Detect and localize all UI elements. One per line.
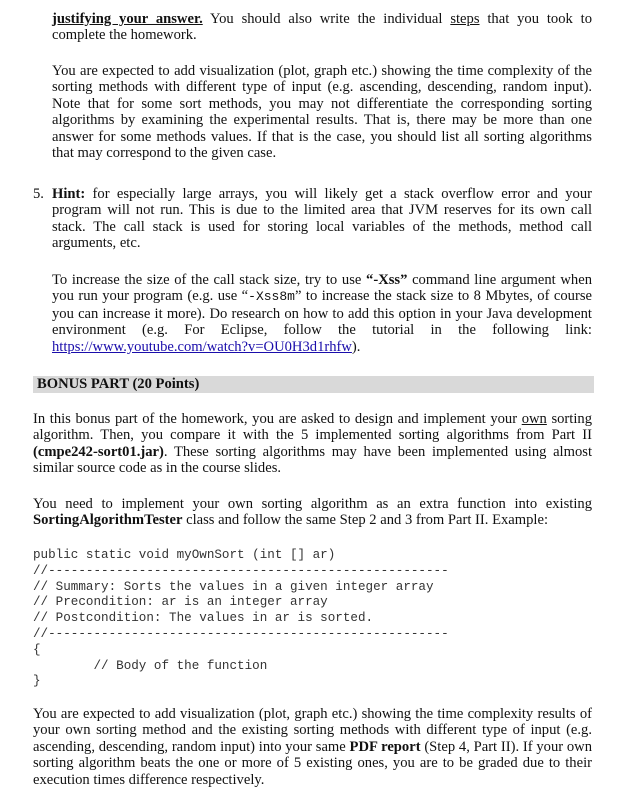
bonus-text3: . These sorting algorithms may have been implemented using almost similar source code as in the course slides. <box>33 443 592 477</box>
item-number-5: 5. <box>33 186 44 202</box>
xss-option: “-Xss” <box>366 272 408 288</box>
implement-text2: class and follow the same Step 2 and 3 from Part II. Example: <box>182 512 549 529</box>
hint-label: Hint: <box>52 186 86 202</box>
paragraph-justify <box>52 11 592 44</box>
code-line: // Body of the function <box>33 658 268 673</box>
code-line: // Precondition: ar is an integer array <box>33 595 328 610</box>
code-line: } <box>33 674 41 689</box>
bonus-text1: In this bonus part of the homework, you are asked to design and implement your <box>33 411 522 427</box>
pdf-report: PDF report <box>349 738 421 755</box>
implement-text1: You need to implement your own sorting algorithm as an extra function into existing <box>33 496 592 512</box>
paragraph-hint <box>52 186 592 252</box>
hint-text: for especially large arrays, you will likely get a stack overflow error and your program will not run. This is due to the limited area that JVM reserves for its own call stack. The call stack is used for storing local variables of the methods, method call arguments, etc. <box>52 186 592 252</box>
paragraph-visualization: You are expected to add visualization (plot, graph etc.) showing the time complexity of the sorting methods with different type of input (e.g. ascending, descending, random input). Note that for some sort methods, you may not differentiate the corresponding sorting algorithms by examining the experimental results. That is, there may be more than one answer for some methods values. If that is the case, you should list all sorting algorithms that may correspond to the given case. <box>52 63 592 162</box>
paragraph-stack-size <box>52 272 592 355</box>
final-text1: You are expected to add visualization (plot, graph etc.) showing the time complexity results of your own sorting method and the existing sorting methods with different type of input (e.g. ascending, descending, random input) into your same <box>33 706 592 755</box>
code-line: // Summary: Sorts the values in a given integer array <box>33 579 434 594</box>
stack-text1: To increase the size of the call stack size, try to use <box>52 272 367 288</box>
justify-text1: You should also write the individual <box>202 11 451 27</box>
steps-word: steps <box>450 11 480 27</box>
bonus-text2: sorting algorithm. Then, you compare it with the 5 implemented sorting algorithms from Part II <box>33 411 592 444</box>
youtube-link[interactable]: https://www.youtube.com/watch?v=OU0H3d1rhfw <box>52 338 352 355</box>
code-block <box>33 548 593 690</box>
stack-text4: ). <box>351 338 361 355</box>
own-word: own <box>521 411 547 427</box>
justify-text2: that you took to complete the homework. <box>52 11 593 44</box>
code-line: //----------------------------------------------------- <box>33 626 449 641</box>
paragraph-bonus-implement <box>33 496 592 529</box>
stack-text3: ” to increase the stack size to 8 Mbytes, of course you can increase it more). Do research on how to add this option in your Java development environment (e.g. For Eclipse, follow the tutorial in the following link: <box>52 288 592 339</box>
stack-text2: command line argument when you run your program (e.g. use “ <box>52 272 593 305</box>
bonus-heading-bar <box>33 376 594 393</box>
paragraph-bonus-intro <box>33 411 592 477</box>
bonus-heading: BONUS PART (20 Points) <box>37 376 200 392</box>
code-line: public static void myOwnSort (int [] ar) <box>33 548 336 562</box>
class-name: SortingAlgorithmTester <box>33 512 183 529</box>
code-line: // Postcondition: The values in ar is sorted. <box>33 611 374 626</box>
final-text2: (Step 4, Part II). If your own sorting algorithm beats the one or more of 5 existing ones, you are to be graded due to their execution times difference respectively. <box>33 738 592 788</box>
code-line: { <box>33 642 41 657</box>
xss-example-code: -Xss8m <box>248 289 295 305</box>
paragraph-final <box>33 706 592 788</box>
justify-lead: justifying your answer. <box>52 11 203 27</box>
code-line: //----------------------------------------------------- <box>33 563 449 578</box>
jar-name: (cmpe242-sort01.jar) <box>33 443 164 460</box>
